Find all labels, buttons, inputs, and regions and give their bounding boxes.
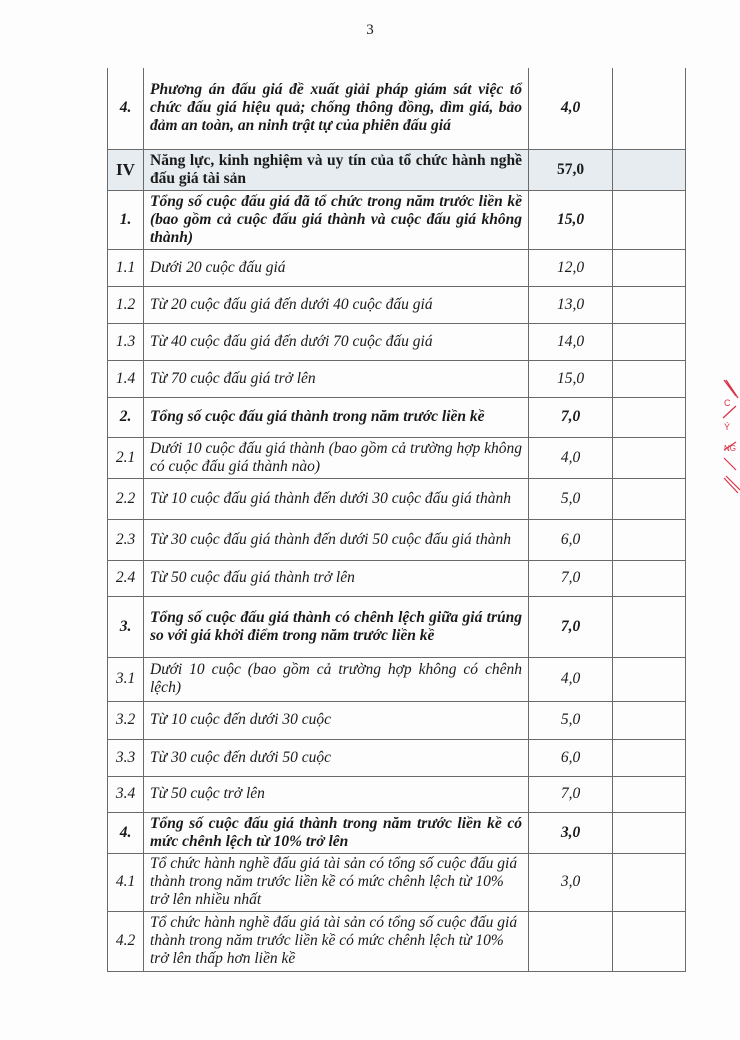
red-seal-stamp-fragment <box>718 378 740 498</box>
table-row <box>108 701 686 739</box>
criteria-text: Phương án đấu giá đề xuất giải pháp giám sát việc tổ chức đấu giá hiệu quả; chống thông đồng, dìm giá, bảo đảm an toàn, an ninh trật tự của phiên đấu giá <box>144 68 529 149</box>
row-number: 3.1 <box>108 657 144 701</box>
max-score <box>529 911 613 971</box>
max-score: 13,0 <box>529 286 613 323</box>
evaluation-cell <box>613 286 686 323</box>
evaluation-cell <box>613 853 686 911</box>
row-number: IV <box>108 149 144 190</box>
row-number: 4.1 <box>108 853 144 911</box>
evaluation-cell <box>613 519 686 560</box>
evaluation-cell <box>613 911 686 971</box>
table-row <box>108 360 686 397</box>
max-score: 7,0 <box>529 776 613 812</box>
row-number: 1.3 <box>108 323 144 360</box>
row-number: 1.2 <box>108 286 144 323</box>
max-score: 7,0 <box>529 596 613 657</box>
criteria-text: Tổng số cuộc đấu giá thành trong năm trước liền kề có mức chênh lệch từ 10% trở lên <box>144 812 529 853</box>
criteria-text: Từ 20 cuộc đấu giá đến dưới 40 cuộc đấu giá <box>144 286 529 323</box>
max-score: 3,0 <box>529 812 613 853</box>
max-score: 5,0 <box>529 478 613 519</box>
row-number: 1.1 <box>108 249 144 286</box>
table-row <box>108 657 686 701</box>
table-row <box>108 478 686 519</box>
max-score: 15,0 <box>529 360 613 397</box>
page-number: 3 <box>366 22 374 38</box>
criteria-text: Dưới 10 cuộc (bao gồm cả trường hợp không có chênh lệch) <box>144 657 529 701</box>
max-score: 4,0 <box>529 437 613 478</box>
criteria-text: Từ 30 cuộc đấu giá thành đến dưới 50 cuộc đấu giá thành <box>144 519 529 560</box>
row-number: 2.3 <box>108 519 144 560</box>
row-number: 3.3 <box>108 739 144 776</box>
max-score: 5,0 <box>529 701 613 739</box>
seal-text: C <box>724 398 731 408</box>
table-row <box>108 776 686 812</box>
max-score: 6,0 <box>529 519 613 560</box>
table-row <box>108 812 686 853</box>
criteria-text: Dưới 10 cuộc đấu giá thành (bao gồm cả trường hợp không có cuộc đấu giá thành nào) <box>144 437 529 478</box>
criteria-text: Tổ chức hành nghề đấu giá tài sản có tổng số cuộc đấu giá thành trong năm trước liền kề có mức chênh lệch từ 10% trở lên thấp hơn liền kề <box>144 911 529 971</box>
row-number: 4. <box>108 68 144 149</box>
evaluation-cell <box>613 323 686 360</box>
table-row <box>108 286 686 323</box>
criteria-text: Từ 50 cuộc trở lên <box>144 776 529 812</box>
criteria-text: Tổng số cuộc đấu giá đã tổ chức trong năm trước liền kề (bao gồm cả cuộc đấu giá thành và cuộc đấu giá không thành) <box>144 190 529 249</box>
table-row <box>108 437 686 478</box>
max-score: 4,0 <box>529 657 613 701</box>
criteria-text: Từ 10 cuộc đến dưới 30 cuộc <box>144 701 529 739</box>
max-score: 4,0 <box>529 68 613 149</box>
evaluation-cell <box>613 190 686 249</box>
evaluation-cell <box>613 437 686 478</box>
max-score: 6,0 <box>529 739 613 776</box>
row-number: 3. <box>108 596 144 657</box>
seal-text: NG <box>724 444 736 453</box>
row-number: 4.2 <box>108 911 144 971</box>
row-number: 3.4 <box>108 776 144 812</box>
row-number: 2.1 <box>108 437 144 478</box>
max-score: 15,0 <box>529 190 613 249</box>
criteria-text: Năng lực, kinh nghiệm và uy tín của tổ chức hành nghề đấu giá tài sản <box>144 149 529 190</box>
row-number: 2.4 <box>108 560 144 596</box>
table-row-section <box>108 149 686 190</box>
table-row <box>108 397 686 437</box>
evaluation-cell <box>613 560 686 596</box>
max-score: 14,0 <box>529 323 613 360</box>
table-row <box>108 560 686 596</box>
evaluation-cell <box>613 249 686 286</box>
scoring-criteria-table <box>107 68 686 972</box>
evaluation-cell <box>613 596 686 657</box>
evaluation-cell <box>613 478 686 519</box>
table-row <box>108 519 686 560</box>
row-number: 4. <box>108 812 144 853</box>
table-row <box>108 68 686 149</box>
table-row <box>108 596 686 657</box>
criteria-text: Tổng số cuộc đấu giá thành có chênh lệch giữa giá trúng so với giá khởi điểm trong năm trước liền kề <box>144 596 529 657</box>
table-row <box>108 249 686 286</box>
evaluation-cell <box>613 68 686 149</box>
row-number: 2. <box>108 397 144 437</box>
criteria-text: Dưới 20 cuộc đấu giá <box>144 249 529 286</box>
evaluation-cell <box>613 657 686 701</box>
criteria-text: Tổ chức hành nghề đấu giá tài sản có tổng số cuộc đấu giá thành trong năm trước liền kề có mức chênh lệch từ 10% trở lên nhiều nhất <box>144 853 529 911</box>
criteria-text: Từ 40 cuộc đấu giá đến dưới 70 cuộc đấu giá <box>144 323 529 360</box>
criteria-text: Từ 70 cuộc đấu giá trở lên <box>144 360 529 397</box>
evaluation-cell <box>613 701 686 739</box>
criteria-text: Từ 50 cuộc đấu giá thành trở lên <box>144 560 529 596</box>
row-number: 3.2 <box>108 701 144 739</box>
max-score: 57,0 <box>529 149 613 190</box>
seal-text: Ý <box>724 422 731 432</box>
criteria-text: Từ 10 cuộc đấu giá thành đến dưới 30 cuộc đấu giá thành <box>144 478 529 519</box>
table-row <box>108 853 686 911</box>
evaluation-cell <box>613 812 686 853</box>
seal-arc-icon <box>718 378 740 498</box>
table-row <box>108 190 686 249</box>
evaluation-cell <box>613 776 686 812</box>
evaluation-cell <box>613 360 686 397</box>
row-number: 2.2 <box>108 478 144 519</box>
max-score: 7,0 <box>529 397 613 437</box>
evaluation-cell <box>613 739 686 776</box>
row-number: 1. <box>108 190 144 249</box>
criteria-text: Tổng số cuộc đấu giá thành trong năm trước liền kề <box>144 397 529 437</box>
max-score: 7,0 <box>529 560 613 596</box>
criteria-text: Từ 30 cuộc đến dưới 50 cuộc <box>144 739 529 776</box>
max-score: 12,0 <box>529 249 613 286</box>
table-row <box>108 911 686 971</box>
table-row <box>108 739 686 776</box>
table-row <box>108 323 686 360</box>
evaluation-cell <box>613 397 686 437</box>
row-number: 1.4 <box>108 360 144 397</box>
evaluation-cell <box>613 149 686 190</box>
max-score: 3,0 <box>529 853 613 911</box>
